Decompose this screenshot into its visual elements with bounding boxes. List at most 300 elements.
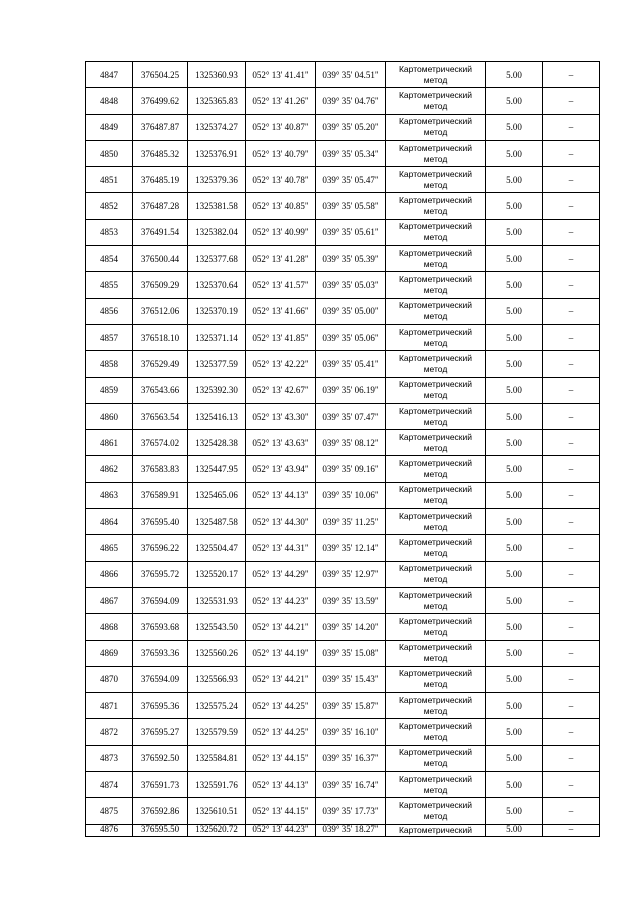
x-coordinate-cell: 376499.62 [133, 88, 188, 114]
method-label-line2: метод [423, 442, 448, 453]
longitude-cell: 039° 35' 05.20" [316, 114, 386, 140]
y-coordinate-cell: 1325560.26 [188, 640, 246, 666]
method-label-line1: Картометрический [398, 563, 473, 574]
longitude-cell: 039° 35' 05.34" [316, 140, 386, 166]
table-row [86, 587, 600, 613]
y-coordinate-cell: 1325381.58 [188, 193, 246, 219]
method-cell [386, 824, 486, 836]
method-cell [386, 298, 486, 324]
method-label-line2: метод [423, 153, 448, 164]
dash-cell: – [543, 298, 600, 324]
longitude-cell: 039° 35' 16.10" [316, 719, 386, 745]
method-label-line1: Картометрический [398, 168, 473, 179]
latitude-cell: 052° 13' 43.94" [246, 456, 316, 482]
table-row [86, 62, 600, 88]
method-cell [386, 640, 486, 666]
longitude-cell: 039° 35' 08.12" [316, 430, 386, 456]
point-number-cell: 4862 [86, 456, 133, 482]
x-coordinate-cell: 376504.25 [133, 62, 188, 88]
latitude-cell: 052° 13' 41.28" [246, 246, 316, 272]
x-coordinate-cell: 376518.10 [133, 324, 188, 350]
x-coordinate-cell: 376500.44 [133, 246, 188, 272]
dash-cell: – [543, 772, 600, 798]
method-label-line2: метод [423, 784, 448, 795]
method-label-line1: Картометрический [398, 694, 473, 705]
table-row [86, 246, 600, 272]
method-label-line1: Картометрический [398, 300, 473, 311]
dash-cell: – [543, 377, 600, 403]
longitude-cell: 039° 35' 11.25" [316, 509, 386, 535]
point-number-cell: 4868 [86, 614, 133, 640]
table-row [86, 298, 600, 324]
method-label-line2: метод [423, 416, 448, 427]
dash-cell: – [543, 824, 600, 836]
y-coordinate-cell: 1325566.93 [188, 666, 246, 692]
longitude-cell: 039° 35' 05.58" [316, 193, 386, 219]
latitude-cell: 052° 13' 42.22" [246, 351, 316, 377]
longitude-cell: 039° 35' 12.97" [316, 561, 386, 587]
precision-cell: 5.00 [486, 140, 543, 166]
method-cell [386, 272, 486, 298]
longitude-cell: 039° 35' 18.27" [316, 824, 386, 836]
dash-cell: – [543, 403, 600, 429]
point-number-cell: 4876 [86, 824, 133, 836]
method-label-line1: Картометрический [398, 221, 473, 232]
dash-cell: – [543, 272, 600, 298]
point-number-cell: 4857 [86, 324, 133, 350]
x-coordinate-cell: 376591.73 [133, 772, 188, 798]
longitude-cell: 039° 35' 05.39" [316, 246, 386, 272]
x-coordinate-cell: 376595.72 [133, 561, 188, 587]
x-coordinate-cell: 376574.02 [133, 430, 188, 456]
table-row [86, 114, 600, 140]
table-row [86, 351, 600, 377]
precision-cell: 5.00 [486, 430, 543, 456]
precision-cell: 5.00 [486, 535, 543, 561]
x-coordinate-cell: 376592.86 [133, 798, 188, 824]
y-coordinate-cell: 1325392.30 [188, 377, 246, 403]
dash-cell: – [543, 140, 600, 166]
x-coordinate-cell: 376485.19 [133, 167, 188, 193]
method-label-line2: метод [423, 285, 448, 296]
method-label-line1: Картометрический [398, 721, 473, 732]
longitude-cell: 039° 35' 05.03" [316, 272, 386, 298]
y-coordinate-cell: 1325584.81 [188, 745, 246, 771]
longitude-cell: 039° 35' 13.59" [316, 587, 386, 613]
method-cell [386, 509, 486, 535]
precision-cell: 5.00 [486, 772, 543, 798]
precision-cell: 5.00 [486, 298, 543, 324]
precision-cell: 5.00 [486, 272, 543, 298]
longitude-cell: 039° 35' 15.43" [316, 666, 386, 692]
method-label-line1: Картометрический [398, 405, 473, 416]
latitude-cell: 052° 13' 44.25" [246, 693, 316, 719]
method-label-line1: Картометрический [398, 536, 473, 547]
point-number-cell: 4850 [86, 140, 133, 166]
dash-cell: – [543, 561, 600, 587]
table-row [86, 219, 600, 245]
longitude-cell: 039° 35' 17.73" [316, 798, 386, 824]
point-number-cell: 4860 [86, 403, 133, 429]
y-coordinate-cell: 1325504.47 [188, 535, 246, 561]
point-number-cell: 4863 [86, 482, 133, 508]
precision-cell: 5.00 [486, 798, 543, 824]
method-label-line2: метод [423, 653, 448, 664]
method-label-line1: Картометрический [398, 589, 473, 600]
y-coordinate-cell: 1325591.76 [188, 772, 246, 798]
latitude-cell: 052° 13' 44.15" [246, 798, 316, 824]
method-cell [386, 114, 486, 140]
method-label-line1: Картометрический [398, 484, 473, 495]
table-row [86, 798, 600, 824]
latitude-cell: 052° 13' 44.13" [246, 482, 316, 508]
dash-cell: – [543, 430, 600, 456]
longitude-cell: 039° 35' 16.74" [316, 772, 386, 798]
longitude-cell: 039° 35' 05.47" [316, 167, 386, 193]
table-row [86, 745, 600, 771]
y-coordinate-cell: 1325377.68 [188, 246, 246, 272]
x-coordinate-cell: 376595.40 [133, 509, 188, 535]
method-label-line1: Картометрический [398, 431, 473, 442]
longitude-cell: 039° 35' 05.41" [316, 351, 386, 377]
y-coordinate-cell: 1325465.06 [188, 482, 246, 508]
precision-cell: 5.00 [486, 456, 543, 482]
latitude-cell: 052° 13' 44.30" [246, 509, 316, 535]
y-coordinate-cell: 1325447.95 [188, 456, 246, 482]
method-cell [386, 140, 486, 166]
latitude-cell: 052° 13' 40.78" [246, 167, 316, 193]
method-label-line1: Картометрический [398, 195, 473, 206]
table-row [86, 535, 600, 561]
method-cell [386, 193, 486, 219]
method-label-line1: Картометрический [398, 142, 473, 153]
method-label-line1: Картометрический [398, 824, 473, 835]
point-number-cell: 4871 [86, 693, 133, 719]
dash-cell: – [543, 324, 600, 350]
latitude-cell: 052° 13' 44.25" [246, 719, 316, 745]
dash-cell: – [543, 88, 600, 114]
precision-cell: 5.00 [486, 561, 543, 587]
method-cell [386, 88, 486, 114]
point-number-cell: 4873 [86, 745, 133, 771]
latitude-cell: 052° 13' 44.19" [246, 640, 316, 666]
coordinates-table [85, 61, 600, 837]
method-cell [386, 772, 486, 798]
y-coordinate-cell: 1325370.64 [188, 272, 246, 298]
method-cell [386, 482, 486, 508]
y-coordinate-cell: 1325376.91 [188, 140, 246, 166]
longitude-cell: 039° 35' 14.20" [316, 614, 386, 640]
point-number-cell: 4856 [86, 298, 133, 324]
method-label-line1: Картометрический [398, 642, 473, 653]
longitude-cell: 039° 35' 07.47" [316, 403, 386, 429]
method-label-line1: Картометрический [398, 615, 473, 626]
method-label-line2: метод [423, 206, 448, 217]
latitude-cell: 052° 13' 44.23" [246, 824, 316, 836]
x-coordinate-cell: 376592.50 [133, 745, 188, 771]
method-label-line2: метод [423, 732, 448, 743]
latitude-cell: 052° 13' 43.30" [246, 403, 316, 429]
latitude-cell: 052° 13' 43.63" [246, 430, 316, 456]
precision-cell: 5.00 [486, 219, 543, 245]
method-label-line2: метод [423, 100, 448, 111]
method-label-line2: метод [423, 258, 448, 269]
dash-cell: – [543, 351, 600, 377]
point-number-cell: 4870 [86, 666, 133, 692]
x-coordinate-cell: 376595.50 [133, 824, 188, 836]
y-coordinate-cell: 1325520.17 [188, 561, 246, 587]
method-cell [386, 587, 486, 613]
method-label-line2: метод [423, 232, 448, 243]
precision-cell: 5.00 [486, 351, 543, 377]
point-number-cell: 4853 [86, 219, 133, 245]
table-row [86, 193, 600, 219]
method-cell [386, 430, 486, 456]
dash-cell: – [543, 482, 600, 508]
method-label-line1: Картометрический [398, 799, 473, 810]
point-number-cell: 4866 [86, 561, 133, 587]
method-label-line2: метод [423, 679, 448, 690]
x-coordinate-cell: 376543.66 [133, 377, 188, 403]
dash-cell: – [543, 587, 600, 613]
method-label-line1: Картометрический [398, 773, 473, 784]
x-coordinate-cell: 376529.49 [133, 351, 188, 377]
table-row [86, 824, 600, 836]
method-cell [386, 324, 486, 350]
method-label-line2: метод [423, 179, 448, 190]
method-label-line2: метод [423, 810, 448, 821]
method-cell [386, 351, 486, 377]
method-cell [386, 745, 486, 771]
y-coordinate-cell: 1325610.51 [188, 798, 246, 824]
point-number-cell: 4864 [86, 509, 133, 535]
dash-cell: – [543, 219, 600, 245]
x-coordinate-cell: 376594.09 [133, 666, 188, 692]
method-label-line2: метод [423, 495, 448, 506]
y-coordinate-cell: 1325487.58 [188, 509, 246, 535]
latitude-cell: 052° 13' 44.23" [246, 587, 316, 613]
point-number-cell: 4872 [86, 719, 133, 745]
method-label-line2: метод [423, 758, 448, 769]
method-cell [386, 377, 486, 403]
precision-cell: 5.00 [486, 745, 543, 771]
dash-cell: – [543, 246, 600, 272]
table-row [86, 88, 600, 114]
y-coordinate-cell: 1325416.13 [188, 403, 246, 429]
point-number-cell: 4847 [86, 62, 133, 88]
point-number-cell: 4859 [86, 377, 133, 403]
method-label-line1: Картометрический [398, 326, 473, 337]
point-number-cell: 4855 [86, 272, 133, 298]
dash-cell: – [543, 62, 600, 88]
latitude-cell: 052° 13' 40.79" [246, 140, 316, 166]
method-label-line2: метод [423, 705, 448, 716]
method-label-line2: метод [423, 390, 448, 401]
method-label-line1: Картометрический [398, 458, 473, 469]
latitude-cell: 052° 13' 41.57" [246, 272, 316, 298]
precision-cell: 5.00 [486, 114, 543, 140]
dash-cell: – [543, 693, 600, 719]
x-coordinate-cell: 376487.87 [133, 114, 188, 140]
method-label-line2: метод [423, 600, 448, 611]
dash-cell: – [543, 535, 600, 561]
latitude-cell: 052° 13' 44.21" [246, 614, 316, 640]
dash-cell: – [543, 798, 600, 824]
method-label-line1: Картометрический [398, 274, 473, 285]
table-row [86, 561, 600, 587]
dash-cell: – [543, 745, 600, 771]
table-row [86, 272, 600, 298]
dash-cell: – [543, 640, 600, 666]
table-row [86, 140, 600, 166]
x-coordinate-cell: 376491.54 [133, 219, 188, 245]
method-cell [386, 693, 486, 719]
precision-cell: 5.00 [486, 482, 543, 508]
table-row [86, 772, 600, 798]
method-cell [386, 403, 486, 429]
x-coordinate-cell: 376595.36 [133, 693, 188, 719]
method-cell [386, 614, 486, 640]
precision-cell: 5.00 [486, 377, 543, 403]
table-row [86, 403, 600, 429]
precision-cell: 5.00 [486, 324, 543, 350]
longitude-cell: 039° 35' 05.61" [316, 219, 386, 245]
precision-cell: 5.00 [486, 614, 543, 640]
point-number-cell: 4861 [86, 430, 133, 456]
precision-cell: 5.00 [486, 403, 543, 429]
latitude-cell: 052° 13' 44.13" [246, 772, 316, 798]
y-coordinate-cell: 1325370.19 [188, 298, 246, 324]
method-label-line2: метод [423, 363, 448, 374]
latitude-cell: 052° 13' 44.31" [246, 535, 316, 561]
latitude-cell: 052° 13' 44.21" [246, 666, 316, 692]
point-number-cell: 4874 [86, 772, 133, 798]
x-coordinate-cell: 376595.27 [133, 719, 188, 745]
longitude-cell: 039° 35' 15.87" [316, 693, 386, 719]
latitude-cell: 052° 13' 41.66" [246, 298, 316, 324]
longitude-cell: 039° 35' 05.06" [316, 324, 386, 350]
method-label-line2: метод [423, 74, 448, 85]
method-label-line2: метод [423, 626, 448, 637]
point-number-cell: 4869 [86, 640, 133, 666]
y-coordinate-cell: 1325543.50 [188, 614, 246, 640]
method-label-line2: метод [423, 337, 448, 348]
point-number-cell: 4875 [86, 798, 133, 824]
dash-cell: – [543, 509, 600, 535]
method-cell [386, 798, 486, 824]
y-coordinate-cell: 1325382.04 [188, 219, 246, 245]
method-cell [386, 167, 486, 193]
y-coordinate-cell: 1325365.83 [188, 88, 246, 114]
method-label-line2: метод [423, 574, 448, 585]
longitude-cell: 039° 35' 10.06" [316, 482, 386, 508]
x-coordinate-cell: 376509.29 [133, 272, 188, 298]
point-number-cell: 4867 [86, 587, 133, 613]
dash-cell: – [543, 193, 600, 219]
point-number-cell: 4852 [86, 193, 133, 219]
y-coordinate-cell: 1325428.38 [188, 430, 246, 456]
precision-cell: 5.00 [486, 824, 543, 836]
method-label-line1: Картометрический [398, 247, 473, 258]
method-label-line2: метод [423, 469, 448, 480]
method-cell [386, 666, 486, 692]
method-label-line2: метод [423, 311, 448, 322]
x-coordinate-cell: 376589.91 [133, 482, 188, 508]
x-coordinate-cell: 376594.09 [133, 587, 188, 613]
y-coordinate-cell: 1325371.14 [188, 324, 246, 350]
method-cell [386, 719, 486, 745]
y-coordinate-cell: 1325575.24 [188, 693, 246, 719]
latitude-cell: 052° 13' 40.85" [246, 193, 316, 219]
table-row [86, 377, 600, 403]
x-coordinate-cell: 376596.22 [133, 535, 188, 561]
method-label-line1: Картометрический [398, 747, 473, 758]
table-row [86, 719, 600, 745]
method-label-line2: метод [423, 547, 448, 558]
x-coordinate-cell: 376485.32 [133, 140, 188, 166]
dash-cell: – [543, 456, 600, 482]
longitude-cell: 039° 35' 16.37" [316, 745, 386, 771]
x-coordinate-cell: 376487.28 [133, 193, 188, 219]
precision-cell: 5.00 [486, 719, 543, 745]
table-row [86, 324, 600, 350]
method-cell [386, 561, 486, 587]
longitude-cell: 039° 35' 05.00" [316, 298, 386, 324]
latitude-cell: 052° 13' 44.29" [246, 561, 316, 587]
point-number-cell: 4848 [86, 88, 133, 114]
method-label-line1: Картометрический [398, 352, 473, 363]
method-label-line1: Картометрический [398, 89, 473, 100]
precision-cell: 5.00 [486, 693, 543, 719]
latitude-cell: 052° 13' 44.15" [246, 745, 316, 771]
precision-cell: 5.00 [486, 587, 543, 613]
method-label-line2: метод [423, 521, 448, 532]
table-row [86, 482, 600, 508]
dash-cell: – [543, 719, 600, 745]
latitude-cell: 052° 13' 40.87" [246, 114, 316, 140]
precision-cell: 5.00 [486, 666, 543, 692]
dash-cell: – [543, 666, 600, 692]
latitude-cell: 052° 13' 41.85" [246, 324, 316, 350]
longitude-cell: 039° 35' 12.14" [316, 535, 386, 561]
table-row [86, 666, 600, 692]
method-cell [386, 62, 486, 88]
latitude-cell: 052° 13' 40.99" [246, 219, 316, 245]
longitude-cell: 039° 35' 06.19" [316, 377, 386, 403]
latitude-cell: 052° 13' 42.67" [246, 377, 316, 403]
point-number-cell: 4865 [86, 535, 133, 561]
table-row [86, 430, 600, 456]
table-row [86, 640, 600, 666]
y-coordinate-cell: 1325620.72 [188, 824, 246, 836]
table-row [86, 509, 600, 535]
method-label-line1: Картометрический [398, 379, 473, 390]
point-number-cell: 4851 [86, 167, 133, 193]
y-coordinate-cell: 1325379.36 [188, 167, 246, 193]
method-cell [386, 456, 486, 482]
x-coordinate-cell: 376583.83 [133, 456, 188, 482]
precision-cell: 5.00 [486, 62, 543, 88]
method-label-line1: Картометрический [398, 510, 473, 521]
method-label-line1: Картометрический [398, 63, 473, 74]
table-body [86, 62, 600, 837]
table-row [86, 167, 600, 193]
method-cell [386, 219, 486, 245]
x-coordinate-cell: 376563.54 [133, 403, 188, 429]
table-row [86, 614, 600, 640]
longitude-cell: 039° 35' 04.51" [316, 62, 386, 88]
point-number-cell: 4858 [86, 351, 133, 377]
